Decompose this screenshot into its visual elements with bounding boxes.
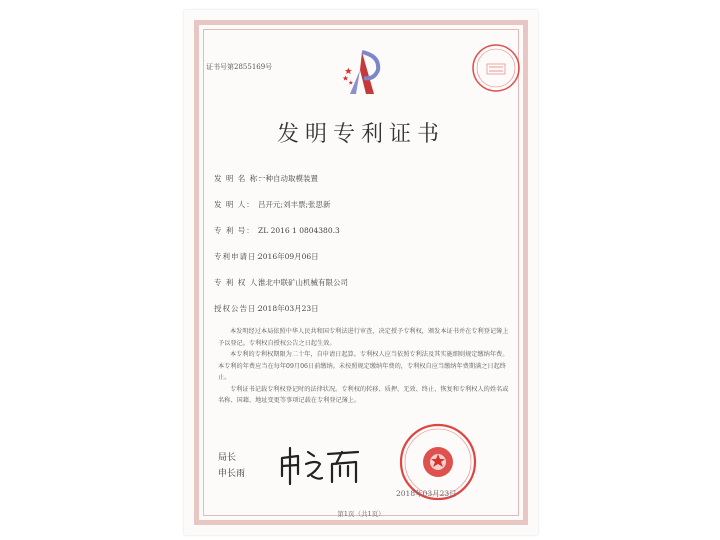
office-seal-icon — [470, 42, 522, 94]
handwritten-signature — [276, 442, 366, 488]
patent-certificate — [184, 10, 538, 535]
body-paragraph: 本发明经过本局依照中华人民共和国专利法进行审查，决定授予专利权，颁发本证书并在专利登记簿上予以登记。专利权自授权公告之日起生效。 — [218, 328, 509, 347]
certificate-body — [218, 326, 514, 407]
field-inventors: 发 明 人： 吕开元;刘丰票;张思新 — [214, 200, 331, 209]
body-paragraph: 专利证书记载专利权登记时的法律状况。专利权的转移、质押、无效、终止、恢复和专利权人的姓名或名称、国籍、地址变更等事项记载在专利登记簿上。 — [218, 385, 509, 404]
field-invention-name: 发 明 名 称：一种自动取模装置 — [214, 174, 318, 183]
certificate-number: 证书号第2855169号 — [206, 63, 273, 71]
field-patent-number: 专 利 号： ZL 2016 1 0804380.3 — [214, 226, 340, 235]
page-footer: 第1页（共1页） — [337, 510, 385, 518]
director-title: 局长 — [218, 453, 237, 463]
director-name: 申长雨 — [218, 469, 246, 479]
patent-office-logo-icon — [340, 48, 388, 98]
certificate-title: 发明专利证书 — [276, 122, 445, 147]
body-paragraph: 本专利的专利权期限为二十年，自申请日起算。专利权人应当依照专利法及其实施细则规定缴纳年费。本专利的年费应当在每年09月06日前缴纳。未按照规定缴纳年费的，专利权自应当缴纳年费期满之日起终止。 — [218, 351, 509, 381]
field-patentee: 专 利 权 人：淮北中联矿山机械有限公司 — [214, 278, 348, 287]
seal-date: 2018年03月23日 — [396, 489, 457, 498]
field-grant-date: 授权公告日：2018年03月23日 — [214, 304, 319, 313]
field-application-date: 专利申请日：2016年09月06日 — [214, 252, 319, 261]
